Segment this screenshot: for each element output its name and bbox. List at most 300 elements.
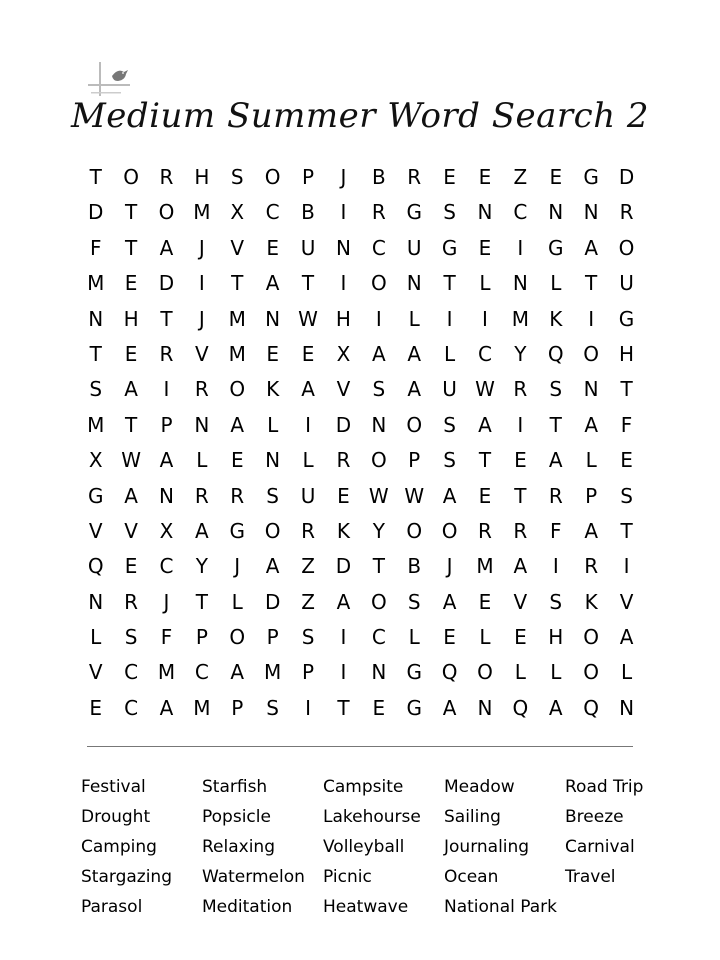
grid-letter[interactable]: R <box>407 165 422 189</box>
grid-letter[interactable]: S <box>407 589 421 614</box>
grid-row <box>78 337 644 372</box>
word-list-item: Travel <box>565 867 616 887</box>
word-list-item: Journaling <box>444 837 530 857</box>
grid-letter[interactable]: R <box>513 377 528 402</box>
grid-letter[interactable]: I <box>198 271 205 296</box>
grid-letter[interactable]: P <box>195 625 208 650</box>
grid-letter[interactable]: C <box>159 554 174 579</box>
grid-letter[interactable]: T <box>231 271 244 296</box>
grid-letter[interactable]: A <box>442 483 457 508</box>
grid-letter[interactable]: G <box>406 200 422 225</box>
grid-row <box>78 195 644 230</box>
grid-letter[interactable]: T <box>514 483 527 508</box>
grid-letter[interactable]: V <box>88 518 103 543</box>
grid-letter[interactable]: S <box>372 377 386 402</box>
grid-letter[interactable]: R <box>194 483 209 508</box>
grid-letter[interactable]: W <box>404 483 425 508</box>
grid-letter[interactable]: A <box>265 271 280 296</box>
grid-letter[interactable]: H <box>123 306 139 331</box>
grid-letter[interactable]: M <box>264 660 282 685</box>
grid-letter[interactable]: A <box>159 695 174 720</box>
grid-letter[interactable]: F <box>620 412 633 437</box>
grid-letter[interactable]: O <box>370 271 387 296</box>
grid-letter[interactable]: E <box>443 165 456 189</box>
grid-letter[interactable]: I <box>340 660 347 685</box>
grid-letter[interactable]: E <box>478 235 492 260</box>
grid-letter[interactable]: A <box>230 660 245 685</box>
grid-letter[interactable]: A <box>371 341 386 366</box>
grid-letter[interactable]: O <box>583 660 600 685</box>
word-list-item: Ocean <box>444 867 499 887</box>
grid-letter[interactable]: T <box>301 271 315 296</box>
grid-letter[interactable]: I <box>446 306 453 331</box>
grid-letter[interactable]: O <box>406 412 423 437</box>
grid-letter[interactable]: S <box>549 377 563 402</box>
grid-letter[interactable]: A <box>584 412 598 437</box>
grid-letter[interactable]: V <box>619 589 634 614</box>
grid-row <box>78 620 644 655</box>
grid-letter[interactable]: S <box>301 625 315 650</box>
word-list-item: Meadow <box>444 777 515 797</box>
grid-letter[interactable]: O <box>264 518 281 543</box>
grid-letter[interactable]: I <box>482 306 488 331</box>
word-list-item: National Park <box>444 897 557 917</box>
grid-letter[interactable]: G <box>406 660 422 685</box>
grid-letter[interactable]: I <box>340 625 347 650</box>
grid-letter[interactable]: T <box>160 306 173 331</box>
grid-letter[interactable]: J <box>446 554 453 579</box>
grid-letter[interactable]: A <box>265 554 280 579</box>
grid-letter[interactable]: O <box>583 625 600 650</box>
grid-letter[interactable]: Q <box>512 695 529 720</box>
grid-letter[interactable]: M <box>87 412 105 437</box>
grid-row <box>78 691 644 726</box>
grid-letter[interactable]: E <box>514 625 527 650</box>
grid-letter[interactable]: V <box>88 660 103 685</box>
grid-letter[interactable]: H <box>548 625 564 650</box>
word-list-item: Stargazing <box>81 867 172 887</box>
grid-letter[interactable]: K <box>584 589 598 614</box>
grid-letter[interactable]: T <box>372 554 385 579</box>
grid-letter[interactable]: C <box>371 625 386 650</box>
grid-row <box>78 160 644 195</box>
grid-letter[interactable]: I <box>340 200 347 225</box>
divider <box>87 746 633 747</box>
grid-letter[interactable]: L <box>585 448 597 473</box>
grid-letter[interactable]: R <box>301 518 315 543</box>
grid-letter[interactable]: L <box>90 625 102 650</box>
grid-letter[interactable]: A <box>442 695 457 720</box>
grid-letter[interactable]: N <box>371 412 387 437</box>
grid-letter[interactable]: F <box>89 235 102 260</box>
grid-letter[interactable]: G <box>548 235 564 260</box>
grid-letter[interactable]: O <box>406 518 423 543</box>
grid-letter[interactable]: M <box>193 695 211 720</box>
grid-letter[interactable]: J <box>340 165 347 189</box>
grid-letter[interactable]: E <box>549 165 563 189</box>
grid-letter[interactable]: D <box>335 554 352 579</box>
grid-letter[interactable]: S <box>89 377 103 402</box>
grid-letter[interactable]: E <box>89 695 103 720</box>
grid-letter[interactable]: K <box>266 377 280 402</box>
grid-letter[interactable]: F <box>160 625 173 650</box>
grid-letter[interactable]: H <box>194 165 210 189</box>
grid-letter[interactable]: M <box>87 271 105 296</box>
grid-letter[interactable]: G <box>441 235 458 260</box>
letter-grid <box>78 160 644 726</box>
word-list-item: Starfish <box>202 777 268 797</box>
grid-row <box>78 408 644 443</box>
word-list-item: Drought <box>81 807 151 827</box>
grid-letter[interactable]: N <box>371 660 387 685</box>
grid-letter[interactable]: T <box>124 412 138 437</box>
grid-letter[interactable]: P <box>266 625 279 650</box>
grid-row <box>78 479 644 514</box>
grid-letter[interactable]: S <box>230 165 244 189</box>
grid-letter[interactable]: U <box>300 235 316 260</box>
grid-letter[interactable]: R <box>159 165 174 189</box>
grid-letter[interactable]: T <box>549 412 562 437</box>
grid-letter[interactable]: N <box>512 271 528 296</box>
grid-letter[interactable]: N <box>583 200 599 225</box>
grid-letter[interactable]: E <box>478 483 492 508</box>
grid-letter[interactable]: R <box>513 518 528 543</box>
grid-letter[interactable]: G <box>229 518 245 543</box>
grid-letter[interactable]: M <box>157 660 176 685</box>
word-list-item: Carnival <box>565 837 635 857</box>
word-list-column <box>81 772 202 922</box>
grid-letter[interactable]: V <box>513 589 528 614</box>
grid-letter[interactable]: P <box>160 412 173 437</box>
grid-row <box>78 443 644 478</box>
word-list-column <box>565 772 686 922</box>
grid-letter[interactable]: A <box>478 412 492 437</box>
grid-letter[interactable]: C <box>478 341 492 366</box>
word-list-item: Breeze <box>565 807 624 827</box>
grid-letter[interactable]: C <box>371 235 386 260</box>
word-list-item: Heatwave <box>323 897 409 917</box>
grid-letter[interactable]: S <box>549 589 563 614</box>
grid-letter[interactable]: A <box>336 589 351 614</box>
grid-letter[interactable]: T <box>195 589 208 614</box>
page-title: Medium Summer Word Search 2 <box>70 96 650 136</box>
grid-row <box>78 585 644 620</box>
grid-letter[interactable]: V <box>195 341 209 366</box>
grid-letter[interactable]: G <box>87 483 104 508</box>
word-list-item: Road Trip <box>565 777 644 797</box>
word-list-item: Sailing <box>444 807 501 827</box>
grid-letter[interactable]: U <box>406 235 422 260</box>
grid-letter[interactable]: S <box>266 695 279 720</box>
grid-letter[interactable]: E <box>266 235 279 260</box>
grid-letter[interactable]: O <box>229 625 246 650</box>
grid-letter[interactable]: U <box>442 377 457 402</box>
grid-row <box>78 231 644 266</box>
grid-letter[interactable]: E <box>620 448 633 473</box>
grid-letter[interactable]: Q <box>547 341 564 366</box>
word-list-item: Picnic <box>323 867 372 887</box>
word-list-item: Popsicle <box>202 807 271 827</box>
grid-letter[interactable]: I <box>163 377 170 402</box>
grid-letter[interactable]: G <box>583 165 599 189</box>
grid-letter[interactable]: M <box>511 306 530 331</box>
grid-letter[interactable]: T <box>337 695 350 720</box>
grid-letter[interactable]: R <box>584 554 599 579</box>
grid-letter[interactable]: M <box>476 554 494 579</box>
grid-letter[interactable]: K <box>336 518 350 543</box>
grid-letter[interactable]: E <box>443 625 456 650</box>
grid-letter[interactable]: N <box>406 271 422 296</box>
grid-letter[interactable]: N <box>477 200 493 225</box>
grid-letter[interactable]: J <box>198 306 205 331</box>
grid-letter[interactable]: S <box>620 483 633 508</box>
grid-letter[interactable]: T <box>585 271 598 296</box>
grid-letter[interactable]: P <box>231 695 244 720</box>
grid-letter[interactable]: R <box>230 483 245 508</box>
grid-letter[interactable]: R <box>159 341 174 366</box>
grid-letter[interactable]: F <box>550 518 562 543</box>
grid-letter[interactable]: P <box>408 448 421 473</box>
grid-letter[interactable]: N <box>335 235 351 260</box>
grid-letter[interactable]: U <box>619 271 634 296</box>
grid-letter[interactable]: V <box>124 518 138 543</box>
grid-letter[interactable]: E <box>266 341 279 366</box>
grid-letter[interactable]: A <box>513 554 528 579</box>
grid-letter[interactable]: M <box>228 341 246 366</box>
grid-letter[interactable]: T <box>89 165 102 189</box>
grid-letter[interactable]: O <box>618 235 635 260</box>
grid-letter[interactable]: G <box>618 306 635 331</box>
grid-letter[interactable]: L <box>479 625 491 650</box>
grid-letter[interactable]: V <box>230 235 245 260</box>
grid-letter[interactable]: L <box>444 341 456 366</box>
grid-letter[interactable]: Z <box>513 165 528 189</box>
grid-letter[interactable]: Y <box>195 554 208 579</box>
grid-letter[interactable]: O <box>477 660 493 685</box>
grid-letter[interactable]: T <box>478 448 492 473</box>
grid-letter[interactable]: A <box>407 341 422 366</box>
grid-letter[interactable]: A <box>584 518 598 543</box>
grid-letter[interactable]: L <box>196 448 208 473</box>
grid-letter[interactable]: Y <box>372 518 385 543</box>
grid-letter[interactable]: R <box>619 200 634 225</box>
grid-letter[interactable]: K <box>549 306 563 331</box>
grid-letter[interactable]: X <box>336 341 351 366</box>
grid-letter[interactable]: R <box>336 448 351 473</box>
grid-letter[interactable]: H <box>619 341 635 366</box>
grid-letter[interactable]: E <box>301 341 315 366</box>
grid-letter[interactable]: R <box>371 200 386 225</box>
grid-letter[interactable]: N <box>619 695 635 720</box>
grid-letter[interactable]: I <box>517 412 524 437</box>
grid-letter[interactable]: S <box>443 412 456 437</box>
grid-letter[interactable]: O <box>583 341 600 366</box>
grid-letter[interactable]: I <box>552 554 559 579</box>
grid-letter[interactable]: T <box>124 235 138 260</box>
grid-letter[interactable]: N <box>158 483 174 508</box>
grid-letter[interactable]: E <box>124 554 138 579</box>
grid-letter[interactable]: S <box>266 483 279 508</box>
grid-letter[interactable]: I <box>305 412 311 437</box>
grid-letter[interactable]: Q <box>441 660 458 685</box>
grid-letter[interactable]: L <box>620 660 633 685</box>
grid-letter[interactable]: W <box>368 483 389 508</box>
grid-letter[interactable]: N <box>88 589 104 614</box>
grid-letter[interactable]: S <box>443 200 456 225</box>
grid-letter[interactable]: B <box>407 554 422 579</box>
grid-letter[interactable]: C <box>513 200 528 225</box>
grid-letter[interactable]: O <box>370 448 387 473</box>
grid-letter[interactable]: N <box>265 306 281 331</box>
grid-letter[interactable]: S <box>124 625 138 650</box>
grid-letter[interactable]: E <box>124 271 138 296</box>
grid-letter[interactable]: R <box>194 377 209 402</box>
grid-letter[interactable]: E <box>372 695 386 720</box>
grid-letter[interactable]: D <box>335 412 352 437</box>
grid-letter[interactable]: L <box>302 448 314 473</box>
word-list-column <box>444 772 565 922</box>
grid-letter[interactable]: E <box>337 483 350 508</box>
grid-letter[interactable]: E <box>230 448 244 473</box>
grid-letter[interactable]: L <box>550 660 562 685</box>
grid-letter[interactable]: Q <box>87 554 104 579</box>
grid-row <box>78 655 644 690</box>
grid-letter[interactable]: G <box>406 695 422 720</box>
word-list-item: Meditation <box>202 897 293 917</box>
grid-letter[interactable]: L <box>408 306 420 331</box>
grid-letter[interactable]: I <box>340 271 347 296</box>
grid-letter[interactable]: R <box>124 589 139 614</box>
grid-letter[interactable]: J <box>198 235 205 260</box>
grid-letter[interactable]: T <box>89 341 102 366</box>
grid-letter[interactable]: J <box>163 589 170 614</box>
grid-letter[interactable]: O <box>370 589 387 614</box>
grid-letter[interactable]: R <box>548 483 563 508</box>
grid-letter[interactable]: S <box>443 448 456 473</box>
grid-letter[interactable]: L <box>231 589 243 614</box>
grid-letter[interactable]: W <box>121 448 141 473</box>
grid-letter[interactable]: E <box>478 165 492 189</box>
grid-letter[interactable]: C <box>124 660 139 685</box>
grid-letter[interactable]: A <box>548 448 563 473</box>
grid-letter[interactable]: U <box>300 483 316 508</box>
word-list <box>81 772 686 922</box>
grid-letter[interactable]: A <box>548 695 563 720</box>
grid-letter[interactable]: B <box>371 165 386 189</box>
grid-letter[interactable]: I <box>305 695 311 720</box>
grid-letter[interactable]: C <box>265 200 280 225</box>
grid-letter[interactable]: A <box>159 448 174 473</box>
grid-letter[interactable]: N <box>583 377 599 402</box>
grid-letter[interactable]: N <box>548 200 564 225</box>
grid-letter[interactable]: N <box>477 695 493 720</box>
grid-letter[interactable]: O <box>264 165 281 189</box>
grid-letter[interactable]: Y <box>514 341 527 366</box>
grid-letter[interactable]: A <box>301 377 315 402</box>
word-list-item: Lakehourse <box>323 807 421 827</box>
grid-letter[interactable]: D <box>264 589 281 614</box>
word-list-column <box>323 772 444 922</box>
grid-letter[interactable]: L <box>408 625 420 650</box>
grid-letter[interactable]: H <box>335 306 351 331</box>
grid-letter[interactable]: I <box>375 306 382 331</box>
grid-letter[interactable]: O <box>158 200 175 225</box>
grid-letter[interactable]: L <box>550 271 562 296</box>
word-list-column <box>202 772 323 922</box>
grid-letter[interactable]: T <box>124 200 138 225</box>
grid-letter[interactable]: J <box>234 554 241 579</box>
grid-letter[interactable]: M <box>228 306 246 331</box>
grid-letter[interactable]: E <box>124 341 138 366</box>
grid-letter[interactable]: X <box>230 200 245 225</box>
grid-row <box>78 266 644 301</box>
grid-letter[interactable]: P <box>302 660 315 685</box>
grid-letter[interactable]: D <box>158 271 175 296</box>
grid-letter[interactable]: W <box>298 306 318 331</box>
word-list-item: Festival <box>81 777 146 797</box>
grid-row <box>78 514 644 549</box>
grid-letter[interactable]: T <box>620 518 633 543</box>
grid-letter[interactable]: W <box>475 377 495 402</box>
grid-letter[interactable]: I <box>517 235 524 260</box>
grid-letter[interactable]: A <box>442 589 457 614</box>
word-list-item: Camping <box>81 837 157 857</box>
grid-letter[interactable]: O <box>229 377 246 402</box>
grid-letter[interactable]: N <box>88 306 104 331</box>
grid-letter[interactable]: T <box>443 271 456 296</box>
grid-letter[interactable]: X <box>88 448 103 473</box>
grid-letter[interactable]: L <box>479 271 491 296</box>
grid-letter[interactable]: N <box>194 412 210 437</box>
grid-letter[interactable]: A <box>124 483 138 508</box>
grid-letter[interactable]: L <box>267 412 279 437</box>
grid-letter[interactable]: B <box>301 200 315 225</box>
word-list-item: Volleyball <box>323 837 405 857</box>
grid-letter[interactable]: I <box>588 306 595 331</box>
grid-letter[interactable]: A <box>619 625 634 650</box>
grid-row <box>78 302 644 337</box>
grid-letter[interactable]: O <box>123 165 139 189</box>
grid-letter[interactable]: V <box>336 377 351 402</box>
grid-letter[interactable]: M <box>193 200 211 225</box>
grid-letter[interactable]: E <box>478 589 492 614</box>
grid-letter[interactable]: L <box>514 660 526 685</box>
grid-letter[interactable]: Q <box>583 695 600 720</box>
grid-row <box>78 372 644 407</box>
grid-letter[interactable]: A <box>584 235 598 260</box>
grid-letter[interactable]: Z <box>301 589 315 614</box>
grid-letter[interactable]: A <box>230 412 245 437</box>
grid-letter[interactable]: A <box>124 377 138 402</box>
grid-letter[interactable]: N <box>265 448 281 473</box>
grid-letter[interactable]: R <box>478 518 492 543</box>
grid-letter[interactable]: I <box>623 554 630 579</box>
grid-letter[interactable]: C <box>194 660 209 685</box>
grid-letter[interactable]: D <box>87 200 104 225</box>
grid-letter[interactable]: P <box>585 483 598 508</box>
grid-letter[interactable]: O <box>441 518 458 543</box>
grid-letter[interactable]: Z <box>301 554 315 579</box>
grid-letter[interactable]: A <box>195 518 209 543</box>
grid-letter[interactable]: P <box>302 165 315 189</box>
grid-letter[interactable]: X <box>159 518 174 543</box>
grid-letter[interactable]: A <box>159 235 174 260</box>
grid-letter[interactable]: D <box>618 165 635 189</box>
grid-letter[interactable]: T <box>620 377 633 402</box>
grid-letter[interactable]: C <box>124 695 139 720</box>
grid-letter[interactable]: E <box>514 448 527 473</box>
grid-letter[interactable]: A <box>407 377 422 402</box>
